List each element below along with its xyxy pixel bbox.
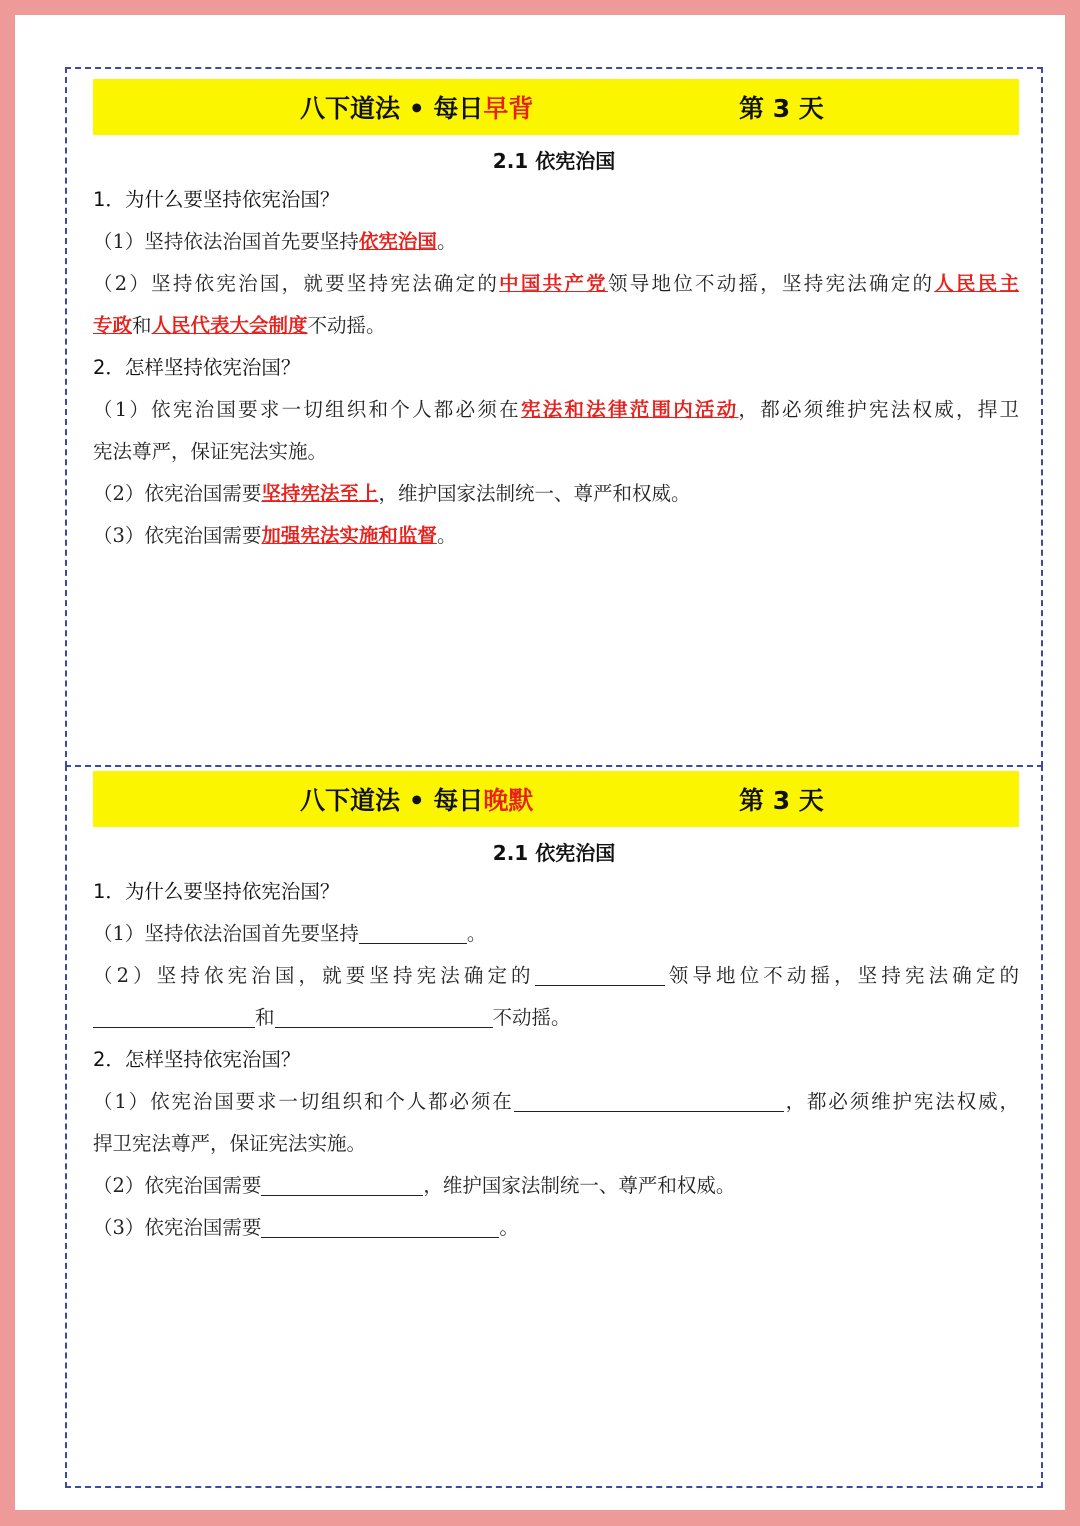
highlight-term: 加强宪法实施和监督 bbox=[261, 524, 437, 547]
highlight-term: 人民民主 bbox=[934, 272, 1019, 295]
content-body bbox=[93, 179, 1019, 557]
section-heading: 2.1 依宪治国 bbox=[492, 149, 616, 173]
question-1: 1．为什么要坚持依宪治国？ bbox=[93, 880, 340, 903]
answer-1-2-line2: 和 不动摇。 bbox=[93, 997, 1019, 1039]
answer-2-2: （2）依宪治国需要 ，维护国家法制统一、尊严和权威。 bbox=[93, 1165, 1019, 1207]
title-banner bbox=[93, 771, 1019, 827]
highlight-term: 宪法和法律范围内活动 bbox=[520, 398, 739, 421]
answer-2-2: （2）依宪治国需要坚持宪法至上，维护国家法制统一、尊严和权威。 bbox=[93, 482, 691, 505]
day-label: 第 3 天 bbox=[739, 786, 824, 815]
answer-1-2-line1: （2）坚持依宪治国，就要坚持宪法确定的中国共产党领导地位不动摇，坚持宪法确定的人民民主 bbox=[93, 272, 1019, 295]
day-label: 第 3 天 bbox=[739, 94, 824, 123]
answer-1-2-line2: 专政和人民代表大会制度不动摇。 bbox=[93, 314, 386, 337]
answer-2-1-line1: （1）依宪治国要求一切组织和个人都必须在 ，都必须维护宪法权威， bbox=[93, 1081, 1019, 1123]
banner-title: 八下道法 • 每日晚默 bbox=[300, 786, 534, 815]
answer-2-3: （3）依宪治国需要加强宪法实施和监督。 bbox=[93, 524, 457, 547]
highlight-term: 人民代表大会制度 bbox=[151, 314, 308, 337]
morning-recite-card bbox=[65, 67, 1043, 767]
worksheet-page bbox=[15, 15, 1065, 1510]
question-2: 2．怎样坚持依宪治国？ bbox=[93, 356, 301, 379]
answer-1-1: （1）坚持依法治国首先要坚持依宪治国。 bbox=[93, 230, 457, 253]
highlight-term: 专政 bbox=[93, 314, 133, 337]
banner-title: 八下道法 • 每日早背 bbox=[300, 94, 534, 123]
banner-title-accent: 早背 bbox=[483, 94, 534, 123]
answer-2-3: （3）依宪治国需要 。 bbox=[93, 1207, 1019, 1249]
content-body bbox=[93, 871, 1019, 1249]
fill-blank[interactable] bbox=[261, 1171, 423, 1196]
section-heading: 2.1 依宪治国 bbox=[492, 841, 616, 865]
fill-blank[interactable] bbox=[535, 961, 665, 986]
fill-blank[interactable] bbox=[93, 1003, 255, 1028]
answer-2-1-line2: 捍卫宪法尊严，保证宪法实施。 bbox=[93, 1132, 367, 1155]
fill-blank[interactable] bbox=[359, 919, 467, 944]
fill-blank[interactable] bbox=[514, 1087, 784, 1112]
highlight-term: 依宪治国 bbox=[358, 230, 437, 253]
banner-title-accent: 晚默 bbox=[483, 786, 534, 815]
highlight-term: 坚持宪法至上 bbox=[261, 482, 379, 505]
question-1: 1．为什么要坚持依宪治国？ bbox=[93, 188, 340, 211]
answer-1-2-line1: （2）坚持依宪治国，就要坚持宪法确定的 领导地位不动摇，坚持宪法确定的 bbox=[93, 955, 1019, 997]
highlight-term: 中国共产党 bbox=[499, 272, 608, 295]
fill-blank[interactable] bbox=[261, 1213, 499, 1238]
answer-2-1-line1: （1）依宪治国要求一切组织和个人都必须在宪法和法律范围内活动，都必须维护宪法权威，捍卫 bbox=[93, 398, 1019, 421]
answer-2-1-line2: 宪法尊严，保证宪法实施。 bbox=[93, 440, 328, 463]
title-banner bbox=[93, 79, 1019, 135]
fill-blank[interactable] bbox=[275, 1003, 493, 1028]
question-2: 2．怎样坚持依宪治国？ bbox=[93, 1048, 301, 1071]
answer-1-1: （1）坚持依法治国首先要坚持 。 bbox=[93, 913, 1019, 955]
evening-dictation-card bbox=[65, 765, 1043, 1488]
